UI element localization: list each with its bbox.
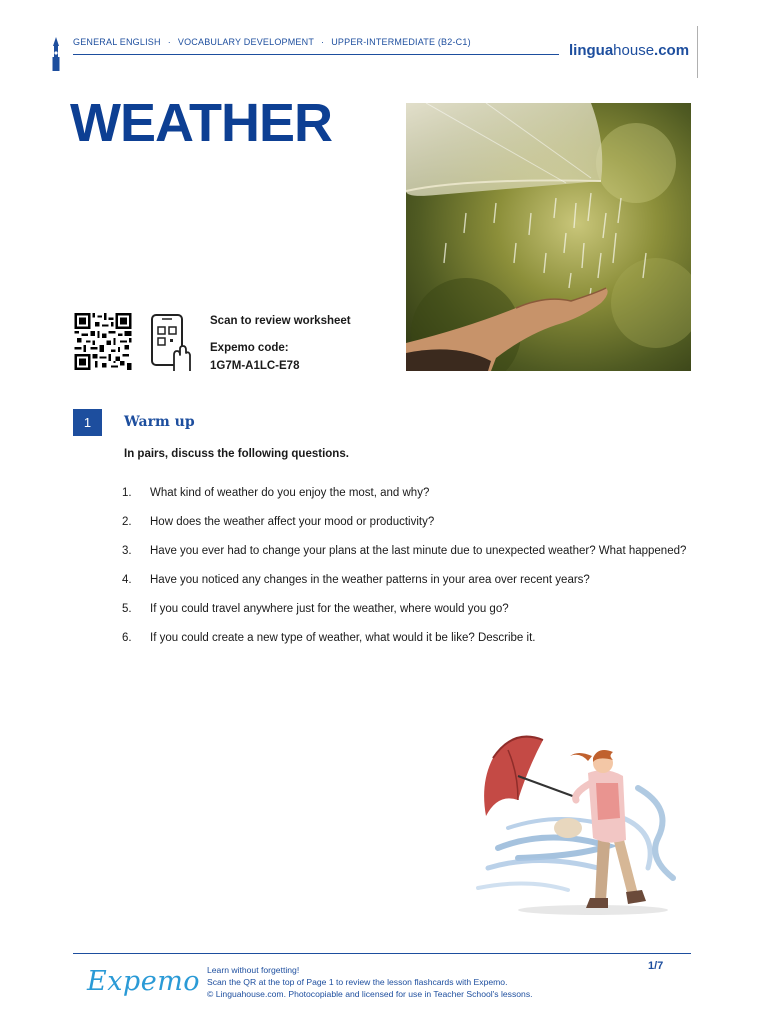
breadcrumb-item: VOCABULARY DEVELOPMENT <box>177 37 315 47</box>
question-text: What kind of weather do you enjoy the most, and why? <box>150 487 430 499</box>
footer-divider <box>73 953 691 954</box>
logo-part-house: house <box>613 42 655 59</box>
rain-photo <box>406 103 691 371</box>
section-instruction: In pairs, discuss the following questions. <box>124 448 349 460</box>
page-title: WEATHER <box>70 93 332 153</box>
expemo-code-label: Expemo code: <box>210 342 289 354</box>
logo-part-com: .com <box>654 42 690 59</box>
list-item <box>122 484 694 503</box>
list-item <box>122 542 694 561</box>
big-ben-icon <box>51 37 61 71</box>
page-number: 1/7 <box>648 960 664 972</box>
logo-part-lingua: lingua <box>569 42 614 59</box>
list-item <box>122 513 694 532</box>
phone-scan-icon <box>150 313 192 373</box>
question-number: 5. <box>122 603 132 615</box>
question-number: 1. <box>122 487 132 499</box>
list-item <box>122 629 694 648</box>
question-text: If you could create a new type of weather, what would it be like? Describe it. <box>150 632 536 644</box>
list-item <box>122 600 694 619</box>
expemo-logo[interactable]: Expemo <box>87 966 201 997</box>
header-divider <box>73 54 559 55</box>
question-text: If you could travel anywhere just for the weather, where would you go? <box>150 603 509 615</box>
footer-tagline: Learn without forgetting! <box>207 965 300 975</box>
breadcrumb-item: GENERAL ENGLISH <box>73 37 161 47</box>
scan-info <box>210 312 351 375</box>
footer-text <box>207 964 533 1000</box>
question-text: Have you ever had to change your plans at the last minute due to unexpected weather? What happened? <box>150 545 687 557</box>
footer-copyright: © Linguahouse.com. Photocopiable and licensed for use in Teacher School's lessons. <box>207 989 533 999</box>
qr-code[interactable] <box>73 313 133 370</box>
windy-woman-illustration <box>458 728 690 918</box>
question-text: How does the weather affect your mood or productivity? <box>150 516 435 528</box>
question-number: 2. <box>122 516 132 528</box>
breadcrumb-separator: · <box>167 37 171 47</box>
breadcrumb-item: UPPER-INTERMEDIATE (B2-C1) <box>331 37 471 47</box>
question-number: 6. <box>122 632 132 644</box>
question-number: 4. <box>122 574 132 586</box>
breadcrumb-separator: · <box>321 37 325 47</box>
scan-instruction: Scan to review worksheet <box>210 315 351 327</box>
expemo-code: 1G7M-A1LC-E78 <box>210 360 300 372</box>
question-text: Have you noticed any changes in the weather patterns in your area over recent years? <box>150 574 590 586</box>
linguahouse-logo[interactable] <box>569 42 689 59</box>
header-vertical-rule <box>697 26 698 78</box>
question-list <box>122 484 694 658</box>
footer-scan-instruction: Scan the QR at the top of Page 1 to review the lesson flashcards with Expemo. <box>207 977 508 987</box>
question-number: 3. <box>122 545 132 557</box>
list-item <box>122 571 694 590</box>
section-title: Warm up <box>124 414 195 430</box>
breadcrumb <box>73 37 471 47</box>
section-number: 1 <box>73 409 102 436</box>
